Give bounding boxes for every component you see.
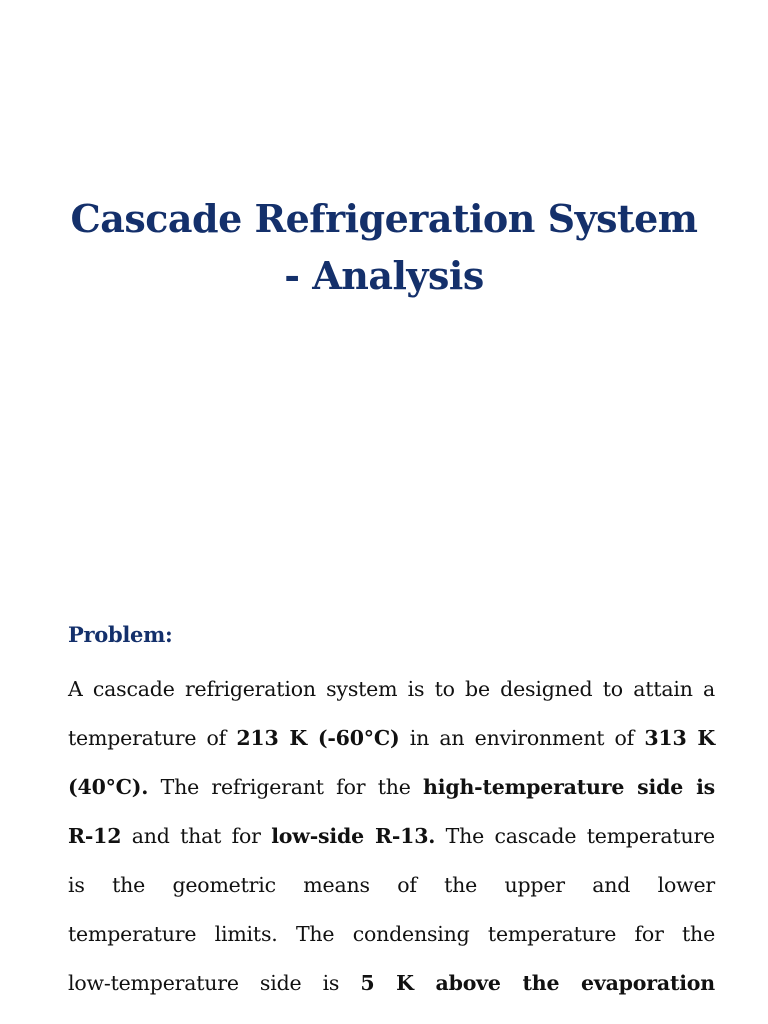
text-run: The refrigerant for the	[148, 775, 424, 799]
text-run: temperature of	[68, 726, 237, 750]
paragraph-line	[68, 861, 715, 910]
text-run: and that for	[121, 824, 272, 848]
text-run: The cascade temperature	[435, 824, 715, 848]
paragraph-line	[68, 763, 715, 812]
page-title	[40, 190, 728, 304]
problem-paragraph	[68, 665, 715, 1008]
paragraph-line	[68, 959, 715, 1008]
problem-heading: Problem:	[68, 622, 173, 647]
paragraph-line	[68, 665, 715, 714]
text-run: A cascade refrigeration system is to be designed to attain a	[68, 677, 715, 701]
text-run: in an environment of	[399, 726, 645, 750]
paragraph-line	[68, 714, 715, 763]
bold-text: (40°C).	[68, 775, 149, 799]
bold-text: 313 K	[644, 726, 715, 750]
title-line-1: Cascade Refrigeration System	[70, 196, 698, 241]
text-run: temperature limits. The condensing temperature for the	[68, 922, 715, 946]
text-run: low-temperature side is	[68, 971, 361, 995]
bold-text: low-side R-13.	[271, 824, 436, 848]
paragraph-line	[68, 910, 715, 959]
bold-text: 213 K (-60°C)	[236, 726, 400, 750]
title-line-2: - Analysis	[284, 253, 484, 298]
bold-text: high-temperature side is	[423, 775, 716, 799]
bold-text: 5 K above the evaporation	[360, 971, 715, 995]
text-run: is the geometric means of the upper and lower	[68, 873, 715, 897]
paragraph-line	[68, 812, 715, 861]
bold-text: R-12	[68, 824, 122, 848]
